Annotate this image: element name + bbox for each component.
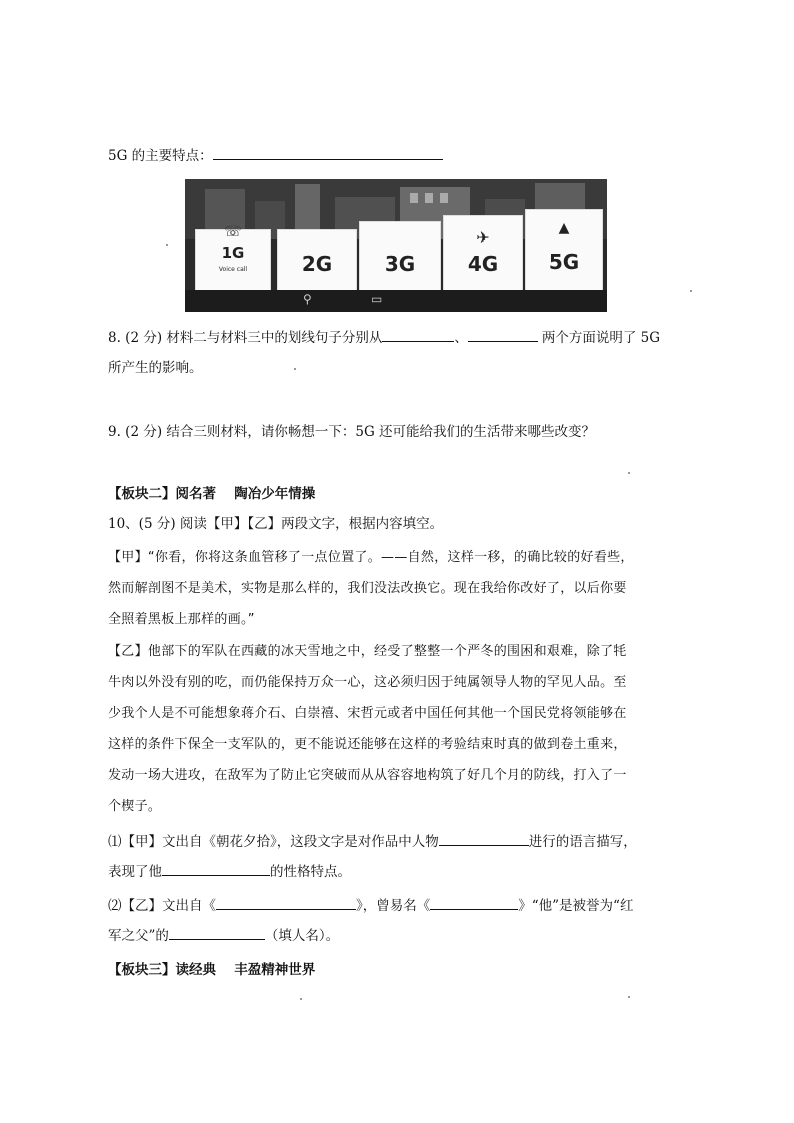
bicycle-icon: ⚲ (303, 292, 312, 306)
answer-blank[interactable] (162, 863, 270, 876)
q9-line (108, 422, 595, 442)
jia-text: 然而解剖图不是美术，实物是那么样的，我们没法改换它。现在我给你改好了，以后你要 (108, 581, 627, 596)
section2-heading (108, 484, 315, 504)
q10-sub1-c: 表现了他 (108, 864, 162, 880)
answer-blank[interactable] (439, 833, 529, 846)
scan-speck (628, 472, 630, 474)
gen-label: 1G (221, 244, 245, 262)
scan-speck (628, 996, 630, 998)
scan-speck (166, 244, 168, 246)
jia-text: 【甲】“你看，你将这条血管移了一点位置了。——自然，这样一移，的确比较的好看些， (108, 550, 634, 565)
q7-line (108, 146, 443, 166)
q10-sub2-a: ⑵【乙】文出自《 (108, 898, 216, 914)
gen-box-1g (195, 224, 271, 293)
generations-image (185, 179, 607, 312)
gen-box-2g (277, 229, 357, 293)
q8-text-a: 8. (2 分) 材料二与材料三中的划线句子分别从 (108, 330, 383, 346)
yi-text: 个楔子。 (108, 799, 162, 814)
airplane-icon: ✈ (476, 228, 490, 247)
scan-speck (690, 290, 692, 292)
yi-line (108, 704, 627, 724)
q8-text-b: 两个方面说明了 5G (541, 330, 661, 346)
gen-1g-caption: Voice call (218, 266, 248, 273)
q8-line-1 (108, 328, 660, 348)
answer-blank[interactable] (216, 897, 356, 910)
q10-sub1-b: 进行的语言描写， (528, 834, 637, 850)
gen-label: 4G (467, 252, 499, 276)
car-icon: ▭ (371, 292, 383, 306)
q10-sub1-a: ⑴【甲】文出自《朝花夕拾》，这段文字是对作品中人物 (108, 834, 439, 850)
yi-text: 少我个人是不可能想象蒋介石、白崇禧、宋哲元或者中国任何其他一个国民党将领能够在 (108, 706, 627, 721)
q7-label: 5G 的主要特点： (108, 148, 213, 164)
q8-line-2 (108, 358, 203, 378)
jia-line (108, 579, 627, 599)
yi-line (108, 797, 161, 817)
answer-blank[interactable] (213, 147, 443, 160)
yi-text: 这样的条件下保全一支军队的，更不能说还能够在这样的考验结束时真的做到卷土重来， (108, 737, 627, 752)
yi-text: 【乙】他部下的军队在西藏的冰天雪地之中，经受了整整一个严冬的围困和艰难，除了牦 (108, 644, 627, 659)
q10-sub2-e: （填人名）。 (264, 928, 340, 944)
answer-blank[interactable] (430, 897, 518, 910)
q8-text-c: 所产生的影响。 (108, 360, 203, 376)
yi-text: 牛肉以外没有别的吃，而仍能保持万众一心，这必须归因于纯属领导人物的罕见人品。至 (108, 675, 627, 690)
q10-sub1-line1 (108, 832, 637, 852)
scan-speck (300, 998, 302, 1000)
answer-blank[interactable] (382, 329, 454, 342)
jia-line (108, 610, 255, 630)
q10-sub1-line2 (108, 862, 351, 882)
rocket-icon: ▲ (558, 220, 570, 236)
gen-box-5g (525, 209, 603, 293)
yi-line (108, 735, 627, 755)
gen-label: 2G (301, 252, 333, 276)
q10-sub1-d: 的性格特点。 (270, 864, 351, 880)
q10-sub2-c: 》“他”是被誉为“红 (518, 898, 634, 914)
q9-text: 9. (2 分) 结合三则材料，请你畅想一下：5G 还可能给我们的生活带来哪些改变？ (108, 424, 596, 440)
phone-icon: ☏ (224, 224, 242, 240)
section3-heading-text: 【板块三】读经典 丰盈精神世界 (108, 962, 316, 978)
scan-speck (294, 368, 296, 370)
answer-blank[interactable] (169, 927, 265, 940)
q10-sub2-line1 (108, 896, 633, 916)
section3-heading (108, 960, 315, 980)
ground-strip (185, 290, 607, 312)
q10-stem (108, 514, 443, 534)
gen-box-4g (443, 215, 523, 293)
section2-heading-text: 【板块二】阅名著 陶冶少年情操 (108, 486, 316, 502)
yi-line (108, 673, 627, 693)
yi-line (108, 766, 627, 786)
gen-label: 5G (548, 250, 580, 274)
q10-stem-text: 10、(5 分) 阅读【甲】【乙】两段文字，根据内容填空。 (108, 516, 444, 532)
jia-text: 全照着黑板上那样的画。” (108, 612, 255, 627)
q10-sub2-b: 》，曾易名《 (356, 898, 431, 914)
gen-label: 3G (384, 252, 416, 276)
q10-sub2-line2 (108, 926, 339, 946)
yi-text: 发动一场大进攻，在敌军为了防止它突破而从从容容地构筑了好几个月的防线，打入了一 (108, 768, 627, 783)
jia-line (108, 548, 634, 568)
gen-box-3g (359, 221, 441, 293)
q8-separator: 、 (454, 330, 468, 346)
answer-blank[interactable] (468, 329, 538, 342)
yi-line (108, 642, 627, 662)
q10-sub2-d: 军之父”的 (108, 928, 169, 944)
